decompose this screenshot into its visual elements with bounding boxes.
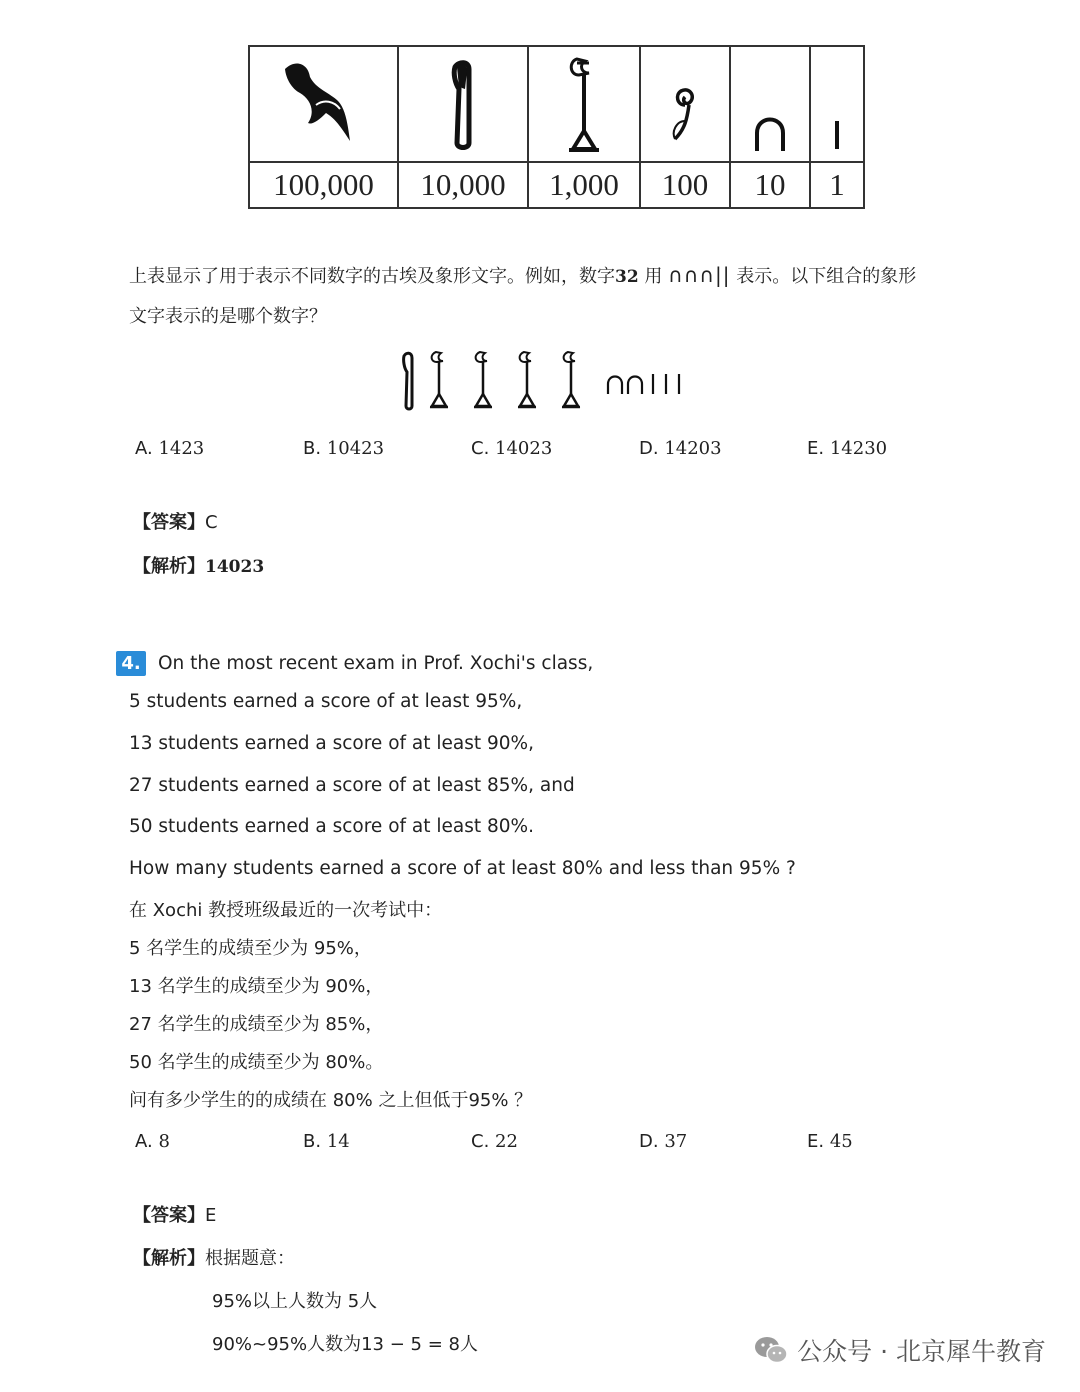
option-value: 10423 xyxy=(326,438,385,459)
option-value: 1423 xyxy=(158,438,205,459)
option-letter: E. xyxy=(807,1131,825,1152)
coil-hieroglyph-icon xyxy=(640,46,730,162)
option-value: 22 xyxy=(495,1131,518,1152)
option-letter: B. xyxy=(303,1131,322,1152)
option-letter: D. xyxy=(639,1131,659,1152)
q3-option-b xyxy=(303,438,384,459)
finger-hieroglyph-icon xyxy=(398,46,528,162)
q4-option-e xyxy=(807,1131,853,1152)
heel-bone-glyph-icon xyxy=(608,377,642,395)
answer-value: E xyxy=(205,1205,217,1226)
lotus-glyph-icon xyxy=(430,352,448,407)
analysis-value: 根据题意： xyxy=(205,1248,295,1269)
table-value-cell: 10,000 xyxy=(398,162,528,208)
q3-option-e xyxy=(807,438,887,459)
question-number-badge: 4. xyxy=(116,651,146,676)
heel-bone-hieroglyph-icon xyxy=(730,46,810,162)
option-letter: A. xyxy=(135,438,153,459)
hieroglyph-numeral-table xyxy=(248,45,865,209)
q3-text-b: 用 xyxy=(644,266,663,287)
watermark-text: 公众号 · 北京犀牛教育 xyxy=(797,1337,1046,1366)
table-value-cell: 100 xyxy=(640,162,730,208)
q4-en-line: How many students earned a score of at least 80% and less than 95% ? xyxy=(129,858,796,879)
option-value: 14 xyxy=(326,1131,350,1152)
q4-analysis xyxy=(133,1247,295,1271)
q4-option-d xyxy=(639,1131,687,1152)
option-letter: C. xyxy=(471,1131,490,1152)
option-value: 8 xyxy=(158,1131,170,1152)
q4-zh-line: 13 名学生的成绩至少为 90%， xyxy=(129,976,384,997)
q4-en-line: 13 students earned a score of at least 90%, xyxy=(129,733,535,754)
analysis-label: 【解析】 xyxy=(133,556,205,577)
q4-en-line: On the most recent exam in Prof. Xochi's class, xyxy=(158,653,594,674)
wechat-icon xyxy=(753,1335,789,1365)
q4-option-a xyxy=(135,1131,170,1152)
q3-analysis xyxy=(133,555,264,579)
finger-glyph-icon xyxy=(404,353,412,409)
stroke-glyph-icon xyxy=(653,374,679,394)
lotus-glyph-icon xyxy=(562,352,580,407)
option-letter: A. xyxy=(135,1131,153,1152)
q3-example-symbols: ∩∩∩|| xyxy=(668,263,731,287)
table-value-cell: 1,000 xyxy=(528,162,640,208)
q4-option-b xyxy=(303,1131,350,1152)
stroke-hieroglyph-icon xyxy=(810,46,864,162)
option-letter: E. xyxy=(807,438,825,459)
q4-analysis-step: 90%~95%人数为13 − 5 = 8人 xyxy=(212,1334,478,1355)
option-value: 14023 xyxy=(495,438,553,459)
q4-zh-line: 问有多少学生的的成绩在 80% 之上但低于95% ？ xyxy=(129,1090,533,1111)
q3-option-c xyxy=(471,438,552,459)
table-value-cell: 10 xyxy=(730,162,810,208)
q4-en-line: 50 students earned a score of at least 80%. xyxy=(129,816,535,837)
answer-value: C xyxy=(205,512,218,533)
table-value-cell: 1 xyxy=(810,162,864,208)
lotus-hieroglyph-icon xyxy=(528,46,640,162)
option-value: 14203 xyxy=(664,438,722,459)
answer-label: 【答案】 xyxy=(133,1205,205,1226)
option-letter: B. xyxy=(303,438,322,459)
q3-question-line1 xyxy=(129,263,916,289)
answer-label: 【答案】 xyxy=(133,512,205,533)
q3-option-d xyxy=(639,438,722,459)
q3-text-c: 表示。以下组合的象形 xyxy=(736,266,917,287)
lotus-glyph-icon xyxy=(518,352,536,407)
q3-example-number: 32 xyxy=(615,267,639,287)
table-value-cell: 100,000 xyxy=(249,162,398,208)
option-letter: D. xyxy=(639,438,659,459)
q4-zh-line: 27 名学生的成绩至少为 85%， xyxy=(129,1014,384,1035)
q4-zh-line: 在 Xochi 教授班级最近的一次考试中： xyxy=(129,900,443,921)
analysis-value: 14023 xyxy=(205,557,265,577)
option-value: 14230 xyxy=(829,438,888,459)
q4-analysis-step: 95%以上人数为 5人 xyxy=(212,1291,378,1312)
lotus-glyph-icon xyxy=(474,352,492,407)
q3-option-a xyxy=(135,438,204,459)
option-value: 37 xyxy=(664,1131,688,1152)
q3-answer xyxy=(133,511,218,535)
q4-zh-line: 5 名学生的成绩至少为 95%， xyxy=(129,938,372,959)
hieroglyph-combination xyxy=(398,348,698,414)
analysis-label: 【解析】 xyxy=(133,1248,205,1269)
q4-zh-line: 50 名学生的成绩至少为 80%。 xyxy=(129,1052,384,1073)
option-value: 45 xyxy=(829,1131,853,1152)
q3-question-line2: 文字表示的是哪个数字？ xyxy=(129,306,327,327)
q4-en-line: 27 students earned a score of at least 85%, and xyxy=(129,775,575,796)
q3-text-a: 上表显示了用于表示不同数字的古埃及象形文字。例如，数字 xyxy=(129,266,615,287)
watermark xyxy=(753,1332,1046,1368)
q4-option-c xyxy=(471,1131,518,1152)
option-letter: C. xyxy=(471,438,490,459)
q4-answer xyxy=(133,1204,216,1228)
tadpole-hieroglyph-icon xyxy=(249,46,398,162)
q4-en-line: 5 students earned a score of at least 95%, xyxy=(129,691,523,712)
